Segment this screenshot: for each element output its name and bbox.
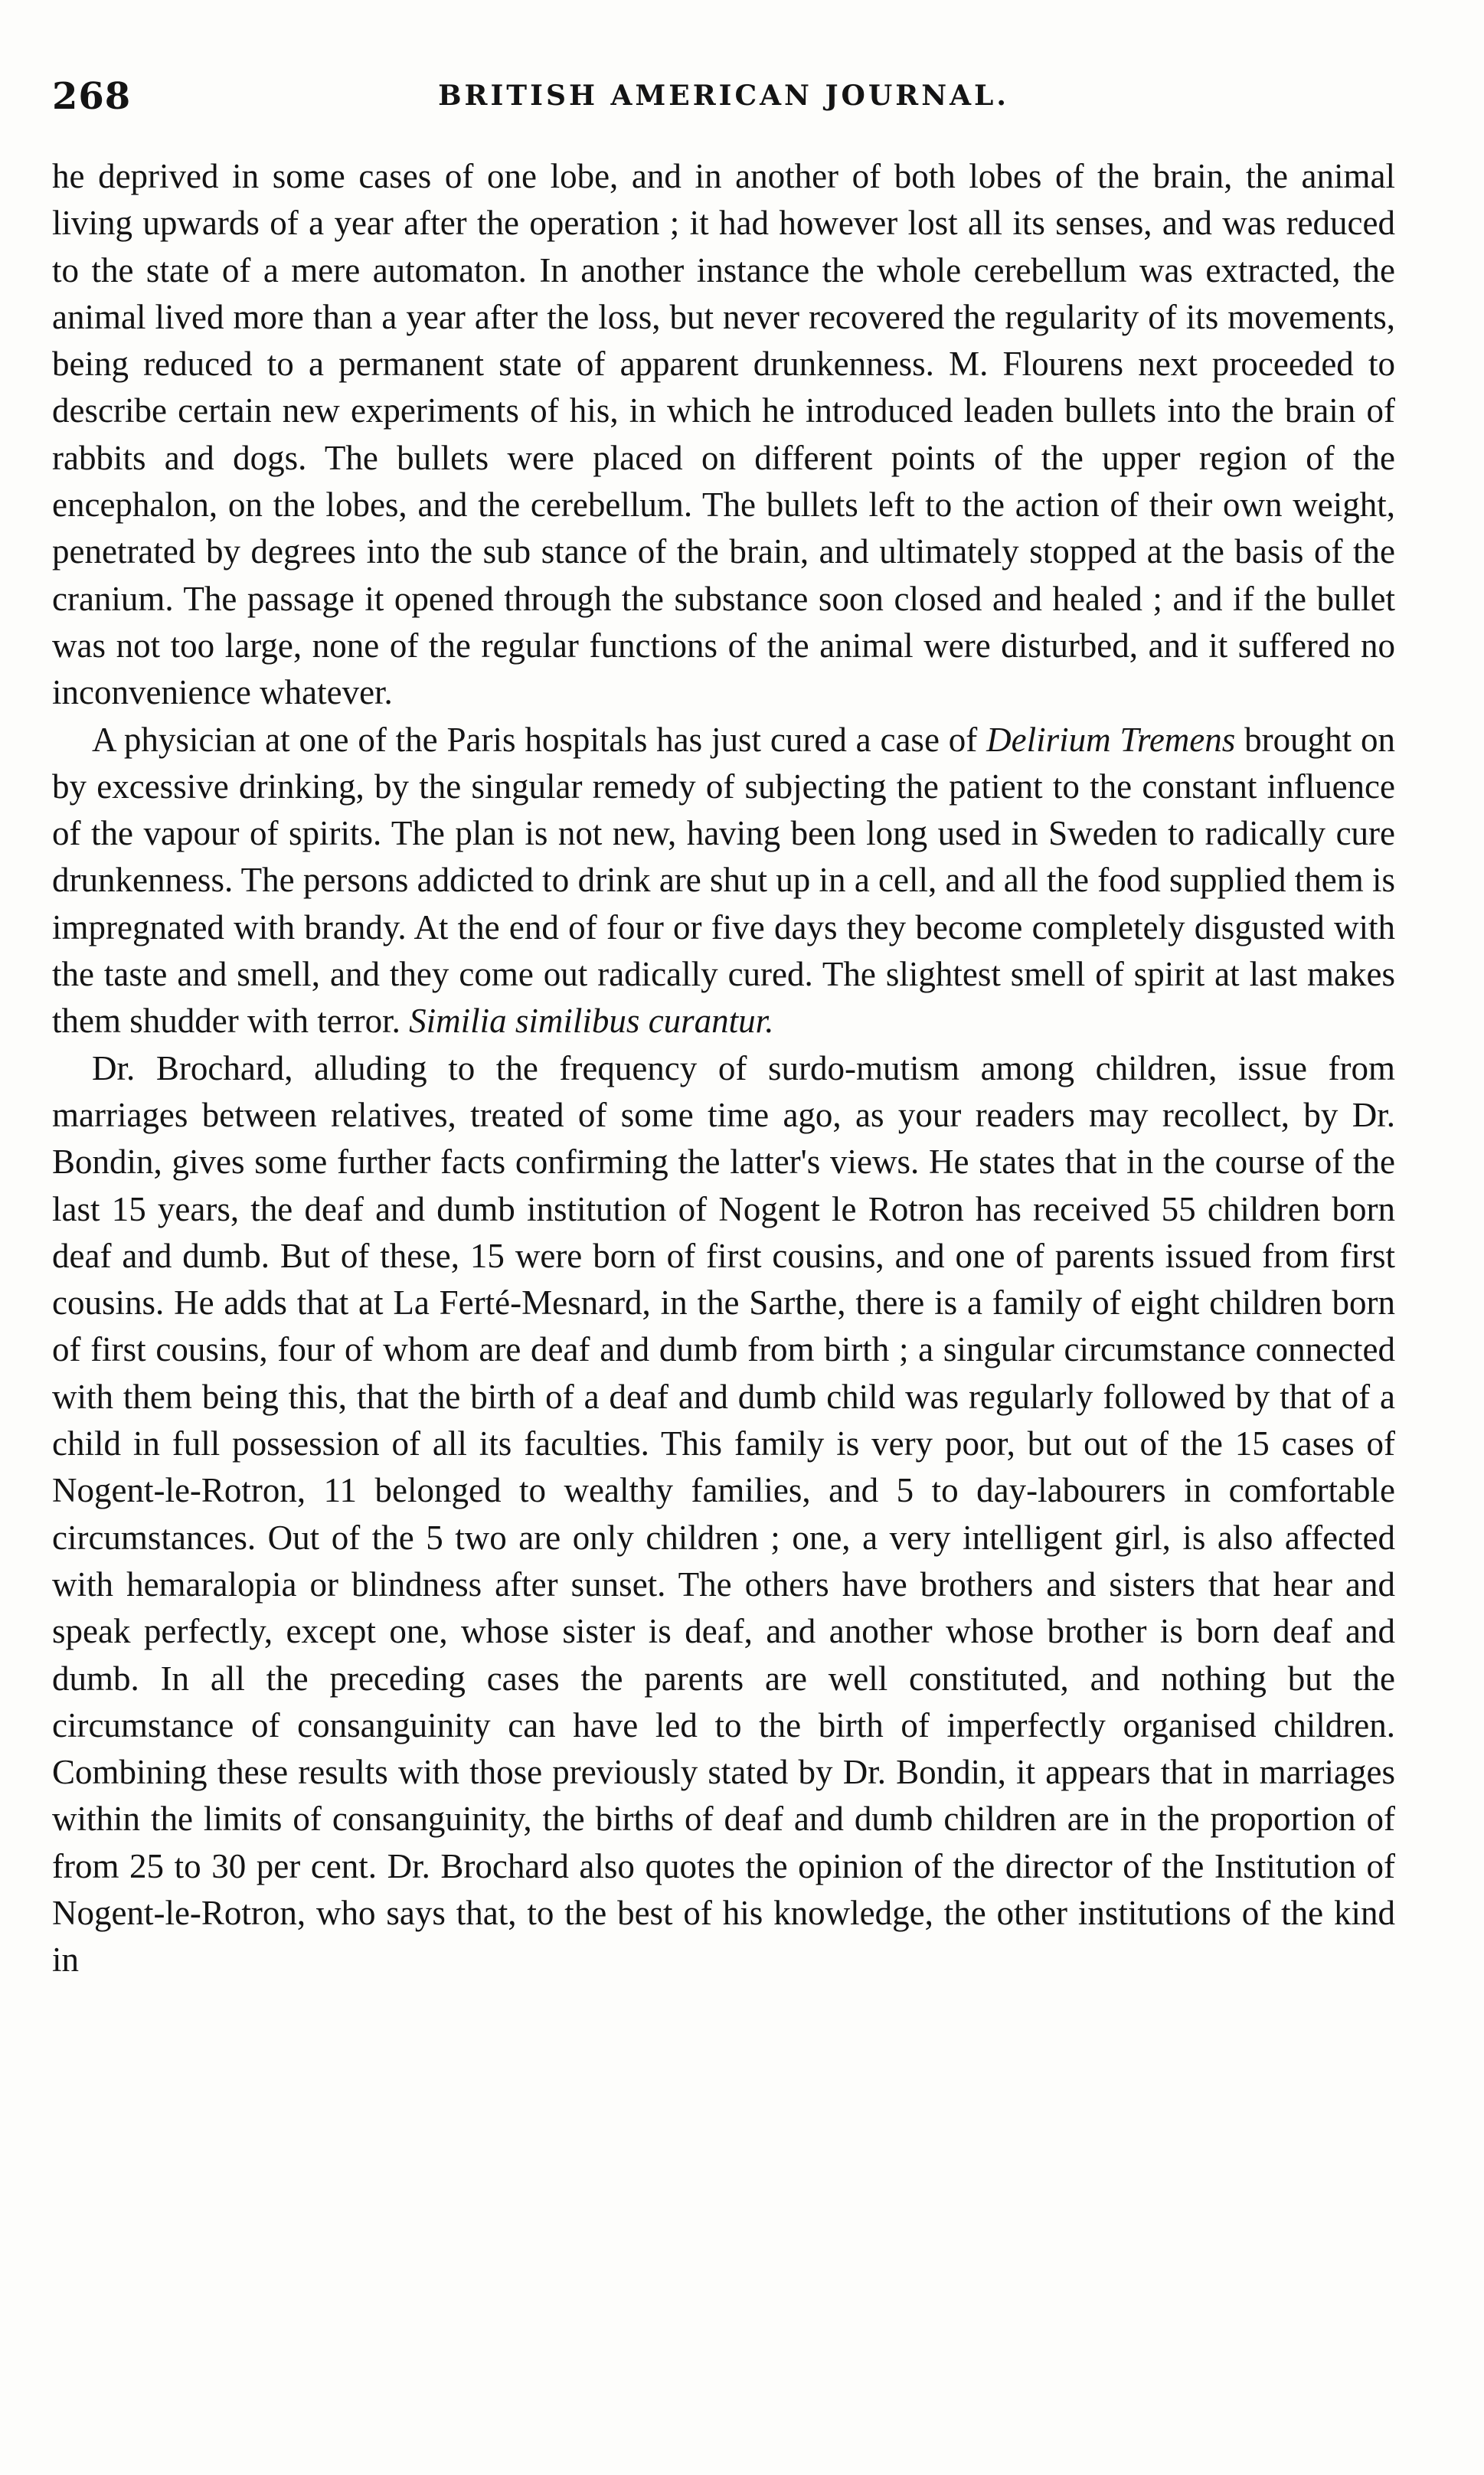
paragraph-delirium-tremens (52, 717, 1395, 1045)
page-number: 268 (52, 75, 132, 118)
paragraph-surdo-mutism (52, 1045, 1395, 1984)
text-run: A physician at one of the Paris hospitals has just cured a case of (92, 720, 987, 759)
text-run: he deprived in some cases of one lobe, and in another of both lobes of the brain, the animal living upwards of a year after the operation ; it had however lost all its senses, and was reduced to the state of a mere automaton. In another instance the whole cerebellum was extracted, the animal lived more than a year after the loss, but never recovered the regularity of its movements, being reduced to a permanent state of apparent drunkenness. M. Flourens next proceeded to describe certain new experiments of his, in which he introduced leaden bullets into the brain of rabbits and dogs. The bullets were placed on different points of the upper region of the encephalon, on the lobes, and the cerebellum. The bullets left to the action of their own weight, penetrated by degrees into the sub stance of the brain, and ultimately stopped at the basis of the cranium. The passage it opened through the substance soon closed and healed ; and if the bullet was not too large, none of the regular functions of the animal were disturbed, and it suffered no inconvenience whatever. (52, 157, 1395, 712)
paragraph-brain-experiments (52, 153, 1395, 717)
page-header (52, 75, 1395, 129)
journal-title: BRITISH AMERICAN JOURNAL. (438, 80, 1009, 112)
text-run: brought on by excessive drinking, by the singular remedy of subjecting the patient to the constant influence of the vapour of spirits. The plan is not new, having been long used in Sweden to radically cure drunkenness. The persons addicted to drink are shut up in a cell, and all the food supplied them is impregnated with brandy. At the end of four or five days they become completely disgusted with the taste and smell, and they come out radically cured. The slightest smell of spirit at last makes them shudder with terror. (52, 720, 1395, 1041)
text-run: Dr. Brochard, alluding to the frequency of surdo-mutism among children, issue from marriages between relatives, treated of some time ago, as your readers may recollect, by Dr. Bondin, gives some further facts confirming the latter's views. He states that in the course of the last 15 years, the deaf and dumb institution of Nogent le Rotron has received 55 children born deaf and dumb. But of these, 15 were born of first cousins, and one of parents issued from first cousins. He adds that at La Ferté-Mesnard, in the Sarthe, there is a family of eight children born of first cousins, four of whom are deaf and dumb from birth ; a singular circumstance connected with them being this, that the birth of a deaf and dumb child was regularly followed by that of a child in full possession of all its faculties. This family is very poor, but out of the 15 cases of Nogent-le-Rotron, 11 belonged to wealthy families, and 5 to day-labourers in comfortable circumstances. Out of the 5 two are only children ; one, a very intelligent girl, is also affected with hemaralopia or blindness after sunset. The others have brothers and sisters that hear and speak perfectly, except one, whose sister is deaf, and another whose brother is born deaf and dumb. In all the preceding cases the parents are well constituted, and nothing but the circumstance of consanguinity can have led to the birth of imperfectly organised children. Combining these results with those previously stated by Dr. Bondin, it appears that in marriages within the limits of consanguinity, the births of deaf and dumb children are in the proportion of from 25 to 30 per cent. Dr. Brochard also quotes the opinion of the director of the Institution of Nogent-le-Rotron, who says that, to the best of his knowledge, the other institutions of the kind in (52, 1048, 1395, 1980)
italic-term-delirium-tremens: Delirium Tremens (986, 720, 1236, 759)
article-body (52, 153, 1395, 1984)
italic-latin-phrase: Similia similibus curantur. (409, 1002, 774, 1041)
